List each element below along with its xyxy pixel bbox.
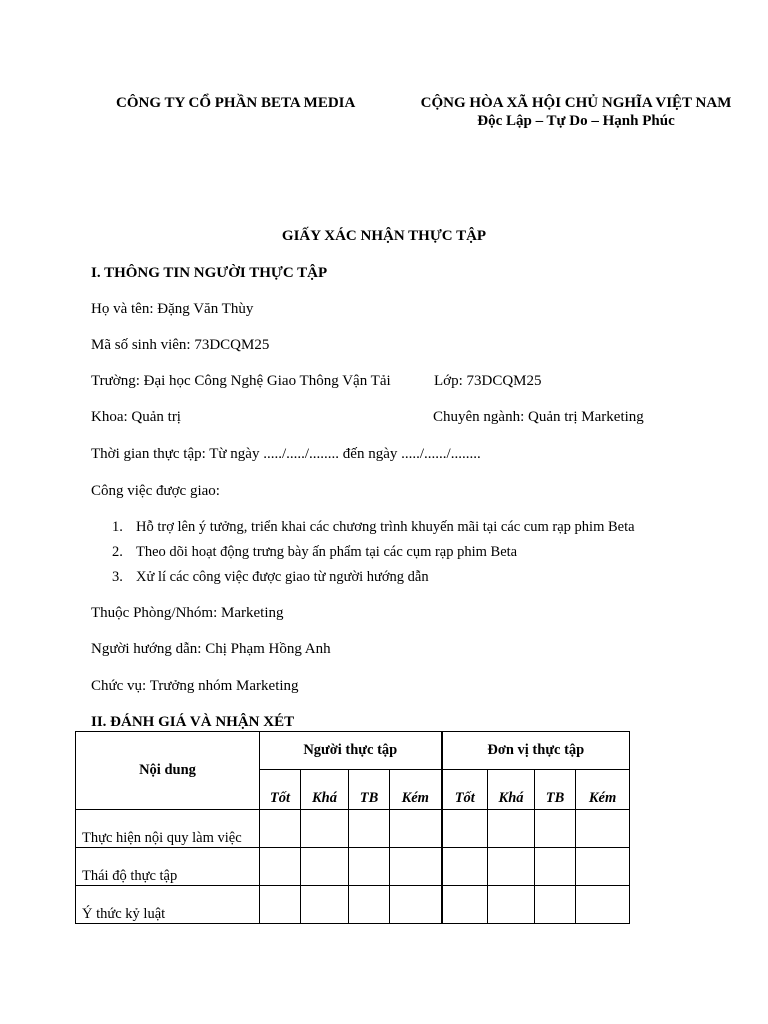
rating-cell[interactable] — [488, 848, 535, 886]
grade-header: TB — [535, 770, 576, 810]
task-number: 3. — [112, 569, 123, 585]
tasks-label: Công việc được giao: — [91, 483, 220, 499]
rating-cell[interactable] — [349, 848, 390, 886]
republic-title: CỘNG HÒA XÃ HỘI CHỦ NGHĨA VIỆT NAM — [420, 95, 732, 111]
unit-group-header: Đơn vị thực tập — [442, 732, 630, 770]
task-item — [112, 543, 517, 561]
rating-cell[interactable] — [301, 848, 349, 886]
rating-cell[interactable] — [576, 810, 630, 848]
grade-header: Tốt — [442, 770, 488, 810]
table-header-row — [76, 732, 630, 770]
major: Chuyên ngành: Quản trị Marketing — [433, 409, 644, 425]
table-row — [76, 848, 630, 886]
rating-cell[interactable] — [488, 886, 535, 924]
rating-cell[interactable] — [260, 848, 301, 886]
rating-cell[interactable] — [301, 886, 349, 924]
criterion-label: Thái độ thực tập — [76, 848, 260, 886]
rating-cell[interactable] — [442, 848, 488, 886]
grade-header: TB — [349, 770, 390, 810]
grade-header: Kém — [390, 770, 442, 810]
grade-header: Kém — [576, 770, 630, 810]
student-id: Mã số sinh viên: 73DCQM25 — [91, 337, 270, 353]
rating-cell[interactable] — [260, 886, 301, 924]
task-text: Xử lí các công việc được giao từ người hướng dẫn — [136, 569, 429, 585]
company-name: CÔNG TY CỔ PHẦN BETA MEDIA — [116, 95, 356, 111]
intern-name: Họ và tên: Đặng Văn Thùy — [91, 301, 254, 317]
task-item — [112, 568, 429, 586]
grade-header: Khá — [301, 770, 349, 810]
internship-period: Thời gian thực tập: Từ ngày ...../...../........ đến ngày ...../....../........ — [91, 446, 481, 462]
rating-cell[interactable] — [488, 810, 535, 848]
mentor: Người hướng dẫn: Chị Phạm Hồng Anh — [91, 641, 331, 657]
task-item — [112, 518, 635, 536]
intern-group-header: Người thực tập — [260, 732, 442, 770]
mentor-position: Chức vụ: Trưởng nhóm Marketing — [91, 678, 299, 694]
rating-cell[interactable] — [535, 886, 576, 924]
rating-cell[interactable] — [442, 886, 488, 924]
grade-header: Khá — [488, 770, 535, 810]
rating-cell[interactable] — [576, 848, 630, 886]
school: Trường: Đại học Công Nghệ Giao Thông Vận Tải — [91, 373, 391, 389]
document-title: GIẤY XÁC NHẬN THỰC TẬP — [281, 228, 487, 244]
content-header: Nội dung — [76, 732, 260, 810]
rating-cell[interactable] — [442, 810, 488, 848]
evaluation-table — [75, 731, 630, 924]
rating-cell[interactable] — [349, 886, 390, 924]
task-text: Hỗ trợ lên ý tưởng, triển khai các chương trình khuyến mãi tại các cum rạp phim Beta — [136, 519, 635, 535]
criterion-label: Ý thức kỷ luật — [76, 886, 260, 924]
table-row — [76, 886, 630, 924]
task-number: 2. — [112, 544, 123, 560]
rating-cell[interactable] — [390, 848, 442, 886]
criterion-label: Thực hiện nội quy làm việc — [76, 810, 260, 848]
table-row — [76, 810, 630, 848]
faculty: Khoa: Quản trị — [91, 409, 181, 425]
rating-cell[interactable] — [535, 848, 576, 886]
task-text: Theo dõi hoạt động trưng bày ấn phẩm tại các cụm rạp phim Beta — [136, 544, 518, 560]
rating-cell[interactable] — [390, 810, 442, 848]
task-number: 1. — [112, 519, 123, 535]
national-motto: Độc Lập – Tự Do – Hạnh Phúc — [477, 113, 675, 129]
rating-cell[interactable] — [535, 810, 576, 848]
rating-cell[interactable] — [576, 886, 630, 924]
section1-heading: I. THÔNG TIN NGƯỜI THỰC TẬP — [91, 265, 328, 281]
grade-header: Tốt — [260, 770, 301, 810]
rating-cell[interactable] — [349, 810, 390, 848]
section2-heading: II. ĐÁNH GIÁ VÀ NHẬN XÉT — [91, 714, 295, 730]
rating-cell[interactable] — [260, 810, 301, 848]
class: Lớp: 73DCQM25 — [434, 373, 542, 389]
department: Thuộc Phòng/Nhóm: Marketing — [91, 605, 284, 621]
rating-cell[interactable] — [301, 810, 349, 848]
rating-cell[interactable] — [390, 886, 442, 924]
